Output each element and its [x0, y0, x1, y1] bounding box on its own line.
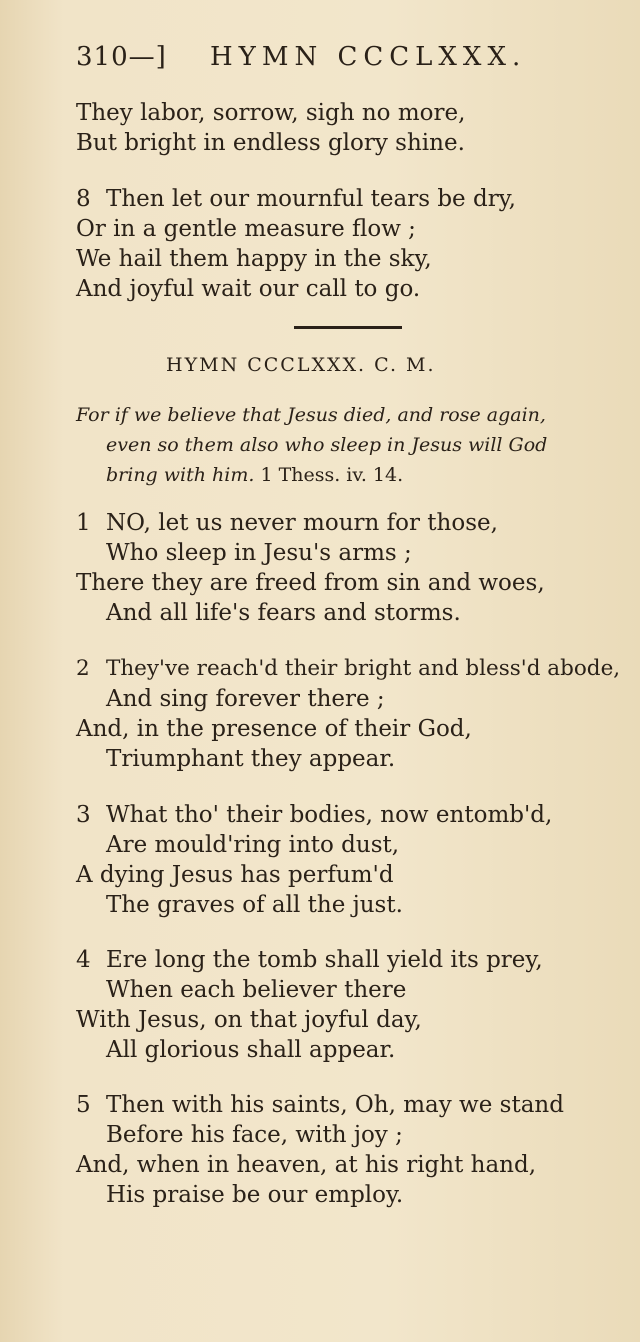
stanza-number: 1 [76, 510, 91, 536]
stanza-number: 3 [76, 802, 91, 828]
stanza-4 [76, 945, 626, 1065]
verse-line: Then let our mournful tears be dry, [106, 186, 516, 212]
page-number: 310—] [76, 42, 167, 72]
running-title: HYMN CCCLXXX. [210, 42, 527, 72]
epigraph-line: even so them also who sleep in Jesus will God [106, 434, 548, 456]
verse-line: They've reach'd their bright and bless'd abode, [106, 656, 621, 681]
verse-line: But bright in endless glory shine. [76, 130, 465, 156]
verse-line: And, when in heaven, at his right hand, [76, 1152, 537, 1178]
stanza-3 [76, 800, 626, 920]
section-divider [294, 326, 402, 329]
stanza-number: 8 [76, 186, 91, 212]
verse-line: Are mould'ring into dust, [106, 832, 400, 858]
verse-line: And, in the presence of their God, [76, 716, 472, 742]
stanza-number: 5 [76, 1092, 91, 1118]
verse-line: And joyful wait our call to go. [76, 276, 421, 302]
stanza-1 [76, 508, 626, 628]
scripture-epigraph [76, 400, 636, 490]
stanza-number: 4 [76, 947, 91, 973]
stanza-number: 2 [76, 656, 90, 681]
verse-line: And sing forever there ; [106, 686, 385, 712]
epigraph-line: bring with him. [106, 464, 255, 486]
verse-line: Ere long the tomb shall yield its prey, [106, 947, 543, 973]
verse-line: Before his face, with joy ; [106, 1122, 403, 1148]
epigraph-line: For if we believe that Jesus died, and rose again, [76, 404, 546, 426]
verse-line: A dying Jesus has perfum'd [76, 862, 394, 888]
verse-line: His praise be our employ. [106, 1182, 404, 1208]
verse-line: What tho' their bodies, now entomb'd, [106, 802, 553, 828]
hymn-title: HYMN CCCLXXX. C. M. [166, 354, 436, 376]
verse-line: Or in a gentle measure flow ; [76, 216, 416, 242]
previous-hymn-continuation [76, 98, 626, 158]
stanza-5 [76, 1090, 626, 1210]
verse-line: They labor, sorrow, sigh no more, [76, 100, 466, 126]
stanza-2 [76, 654, 626, 774]
verse-line: All glorious shall appear. [106, 1037, 396, 1063]
previous-hymn-stanza-8 [76, 184, 626, 304]
scripture-reference: 1 Thess. iv. 14. [260, 464, 404, 486]
verse-line: There they are freed from sin and woes, [76, 570, 545, 596]
verse-line: Then with his saints, Oh, may we stand [106, 1092, 564, 1118]
verse-line: Who sleep in Jesu's arms ; [106, 540, 412, 566]
page-header [76, 42, 556, 82]
verse-line: Triumphant they appear. [106, 746, 396, 772]
verse-line: And all life's fears and storms. [106, 600, 461, 626]
verse-line: With Jesus, on that joyful day, [76, 1007, 422, 1033]
verse-line: We hail them happy in the sky, [76, 246, 432, 272]
verse-line: The graves of all the just. [106, 892, 403, 918]
verse-line: NO, let us never mourn for those, [106, 510, 498, 536]
verse-line: When each believer there [106, 977, 407, 1003]
